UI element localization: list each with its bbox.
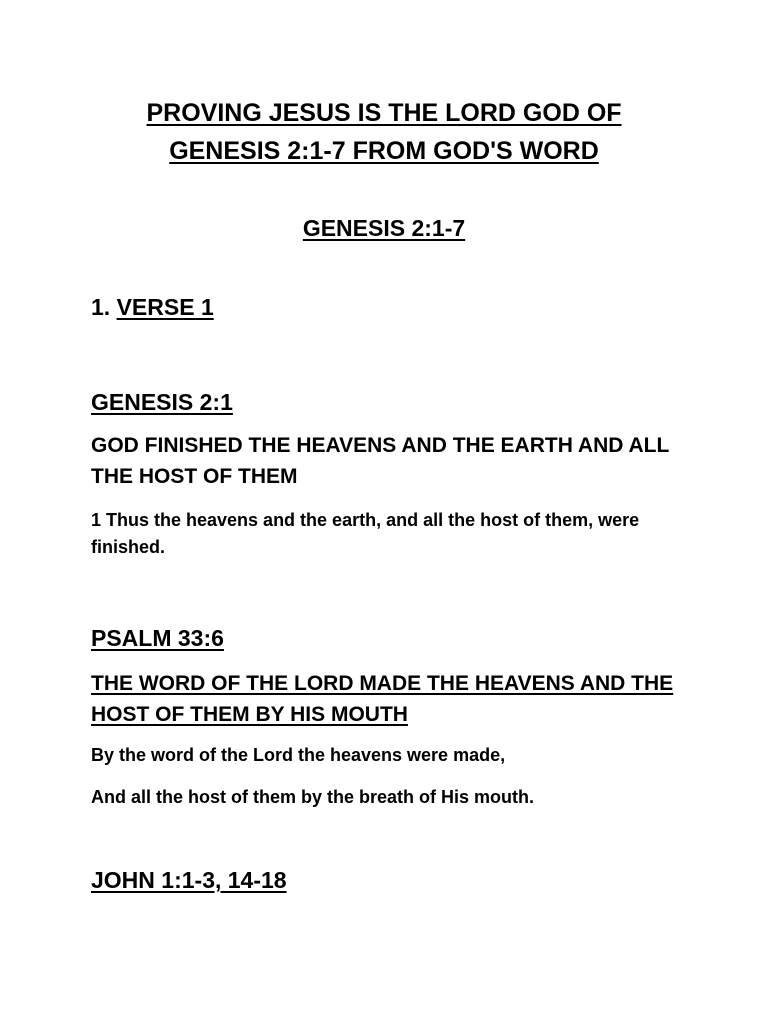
section-text-psalm-line-2: And all the host of them by the breath of His mouth.	[91, 787, 535, 807]
verse-heading	[91, 292, 691, 322]
title-line-2: GENESIS 2:1-7 FROM GOD'S WORD	[169, 137, 599, 165]
verse-label: VERSE 1	[116, 294, 214, 320]
psalm-reference: PSALM 33:6	[91, 625, 224, 651]
section-text-genesis: 1 Thus the heavens and the earth, and all the host of them, were finished.	[91, 510, 640, 557]
document-title	[0, 94, 768, 170]
section-text-psalm-line-1: By the word of the Lord the heavens were made,	[91, 745, 506, 765]
section-reference-john	[91, 865, 691, 895]
section-heading-psalm: THE WORD OF THE LORD MADE THE HEAVENS AND THE HOST OF THEM BY HIS MOUTH	[91, 672, 674, 726]
title-line-1: PROVING JESUS IS THE LORD GOD OF	[146, 99, 622, 127]
section-heading-genesis: GOD FINISHED THE HEAVENS AND THE EARTH AND ALL THE HOST OF THEM	[91, 434, 669, 488]
section-reference-genesis	[91, 387, 691, 417]
section-reference-psalm	[91, 623, 691, 653]
passage-subtitle	[0, 213, 768, 243]
passage-subtitle-text: GENESIS 2:1-7	[302, 215, 466, 241]
verse-number: 1.	[91, 294, 111, 320]
genesis-reference: GENESIS 2:1	[91, 389, 233, 415]
john-reference: JOHN 1:1-3, 14-18	[91, 867, 287, 893]
